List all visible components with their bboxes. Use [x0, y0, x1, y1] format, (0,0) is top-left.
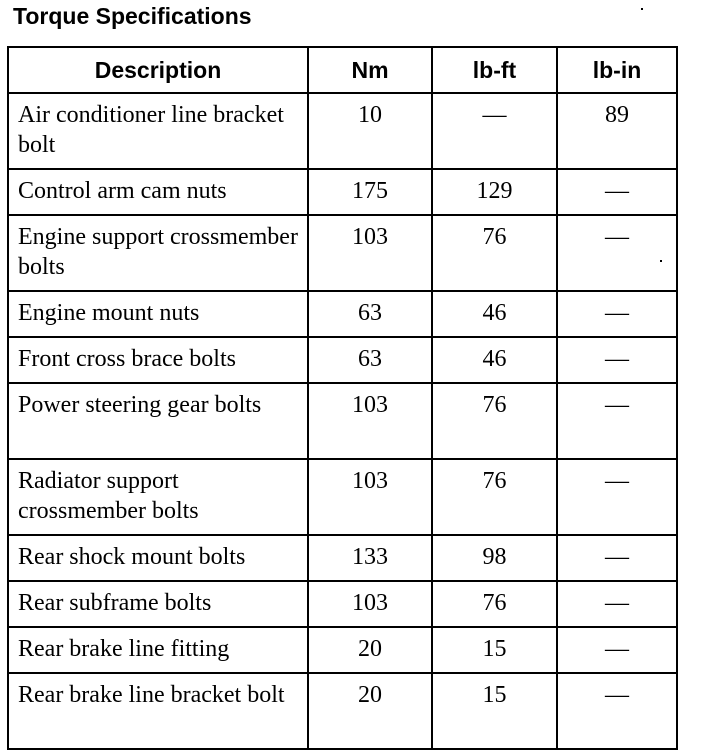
table-row — [8, 93, 677, 169]
row-lbft: — — [432, 93, 557, 169]
row-lbin: — — [557, 291, 677, 337]
row-lbin: — — [557, 627, 677, 673]
row-lbft: 129 — [432, 169, 557, 215]
row-lbin: — — [557, 581, 677, 627]
row-description: Rear brake line bracket bolt — [8, 673, 308, 749]
row-description: Air conditioner line bracket bolt — [8, 93, 308, 169]
row-description: Rear brake line fitting — [8, 627, 308, 673]
row-description: Rear shock mount bolts — [8, 535, 308, 581]
header-lbft: lb-ft — [432, 47, 557, 93]
row-nm: 133 — [308, 535, 432, 581]
row-lbin: — — [557, 169, 677, 215]
row-nm: 10 — [308, 93, 432, 169]
row-lbft: 46 — [432, 291, 557, 337]
row-lbft: 15 — [432, 627, 557, 673]
table-row — [8, 627, 677, 673]
row-description: Engine support crossmember bolts — [8, 215, 308, 291]
row-nm: 20 — [308, 627, 432, 673]
row-lbin: — — [557, 383, 677, 459]
row-description: Control arm cam nuts — [8, 169, 308, 215]
table-row — [8, 581, 677, 627]
header-description: Description — [8, 47, 308, 93]
torque-spec-table — [7, 46, 678, 750]
row-lbft: 76 — [432, 459, 557, 535]
page-title: Torque Specifications — [13, 3, 252, 29]
scan-speck — [641, 8, 643, 10]
row-description: Front cross brace bolts — [8, 337, 308, 383]
row-description: Radiator support crossmember bolts — [8, 459, 308, 535]
row-description: Rear subframe bolts — [8, 581, 308, 627]
row-nm: 63 — [308, 291, 432, 337]
row-lbin: — — [557, 459, 677, 535]
row-lbft: 15 — [432, 673, 557, 749]
row-lbft: 46 — [432, 337, 557, 383]
header-lbin: lb-in — [557, 47, 677, 93]
table-row — [8, 291, 677, 337]
row-nm: 103 — [308, 383, 432, 459]
row-nm: 20 — [308, 673, 432, 749]
scan-speck — [660, 260, 662, 262]
row-nm: 103 — [308, 459, 432, 535]
row-lbin: — — [557, 337, 677, 383]
table-row — [8, 337, 677, 383]
row-nm: 175 — [308, 169, 432, 215]
row-lbin: 89 — [557, 93, 677, 169]
row-lbin: — — [557, 535, 677, 581]
row-lbft: 98 — [432, 535, 557, 581]
row-nm: 63 — [308, 337, 432, 383]
table-row — [8, 383, 677, 459]
table-row — [8, 169, 677, 215]
row-nm: 103 — [308, 581, 432, 627]
row-lbft: 76 — [432, 383, 557, 459]
header-nm: Nm — [308, 47, 432, 93]
row-lbin: — — [557, 673, 677, 749]
row-lbft: 76 — [432, 215, 557, 291]
row-lbin: — — [557, 215, 677, 291]
row-lbft: 76 — [432, 581, 557, 627]
row-nm: 103 — [308, 215, 432, 291]
table-row — [8, 215, 677, 291]
row-description: Power steering gear bolts — [8, 383, 308, 459]
row-description: Engine mount nuts — [8, 291, 308, 337]
header-row — [8, 47, 677, 93]
table-row — [8, 459, 677, 535]
table-row — [8, 535, 677, 581]
